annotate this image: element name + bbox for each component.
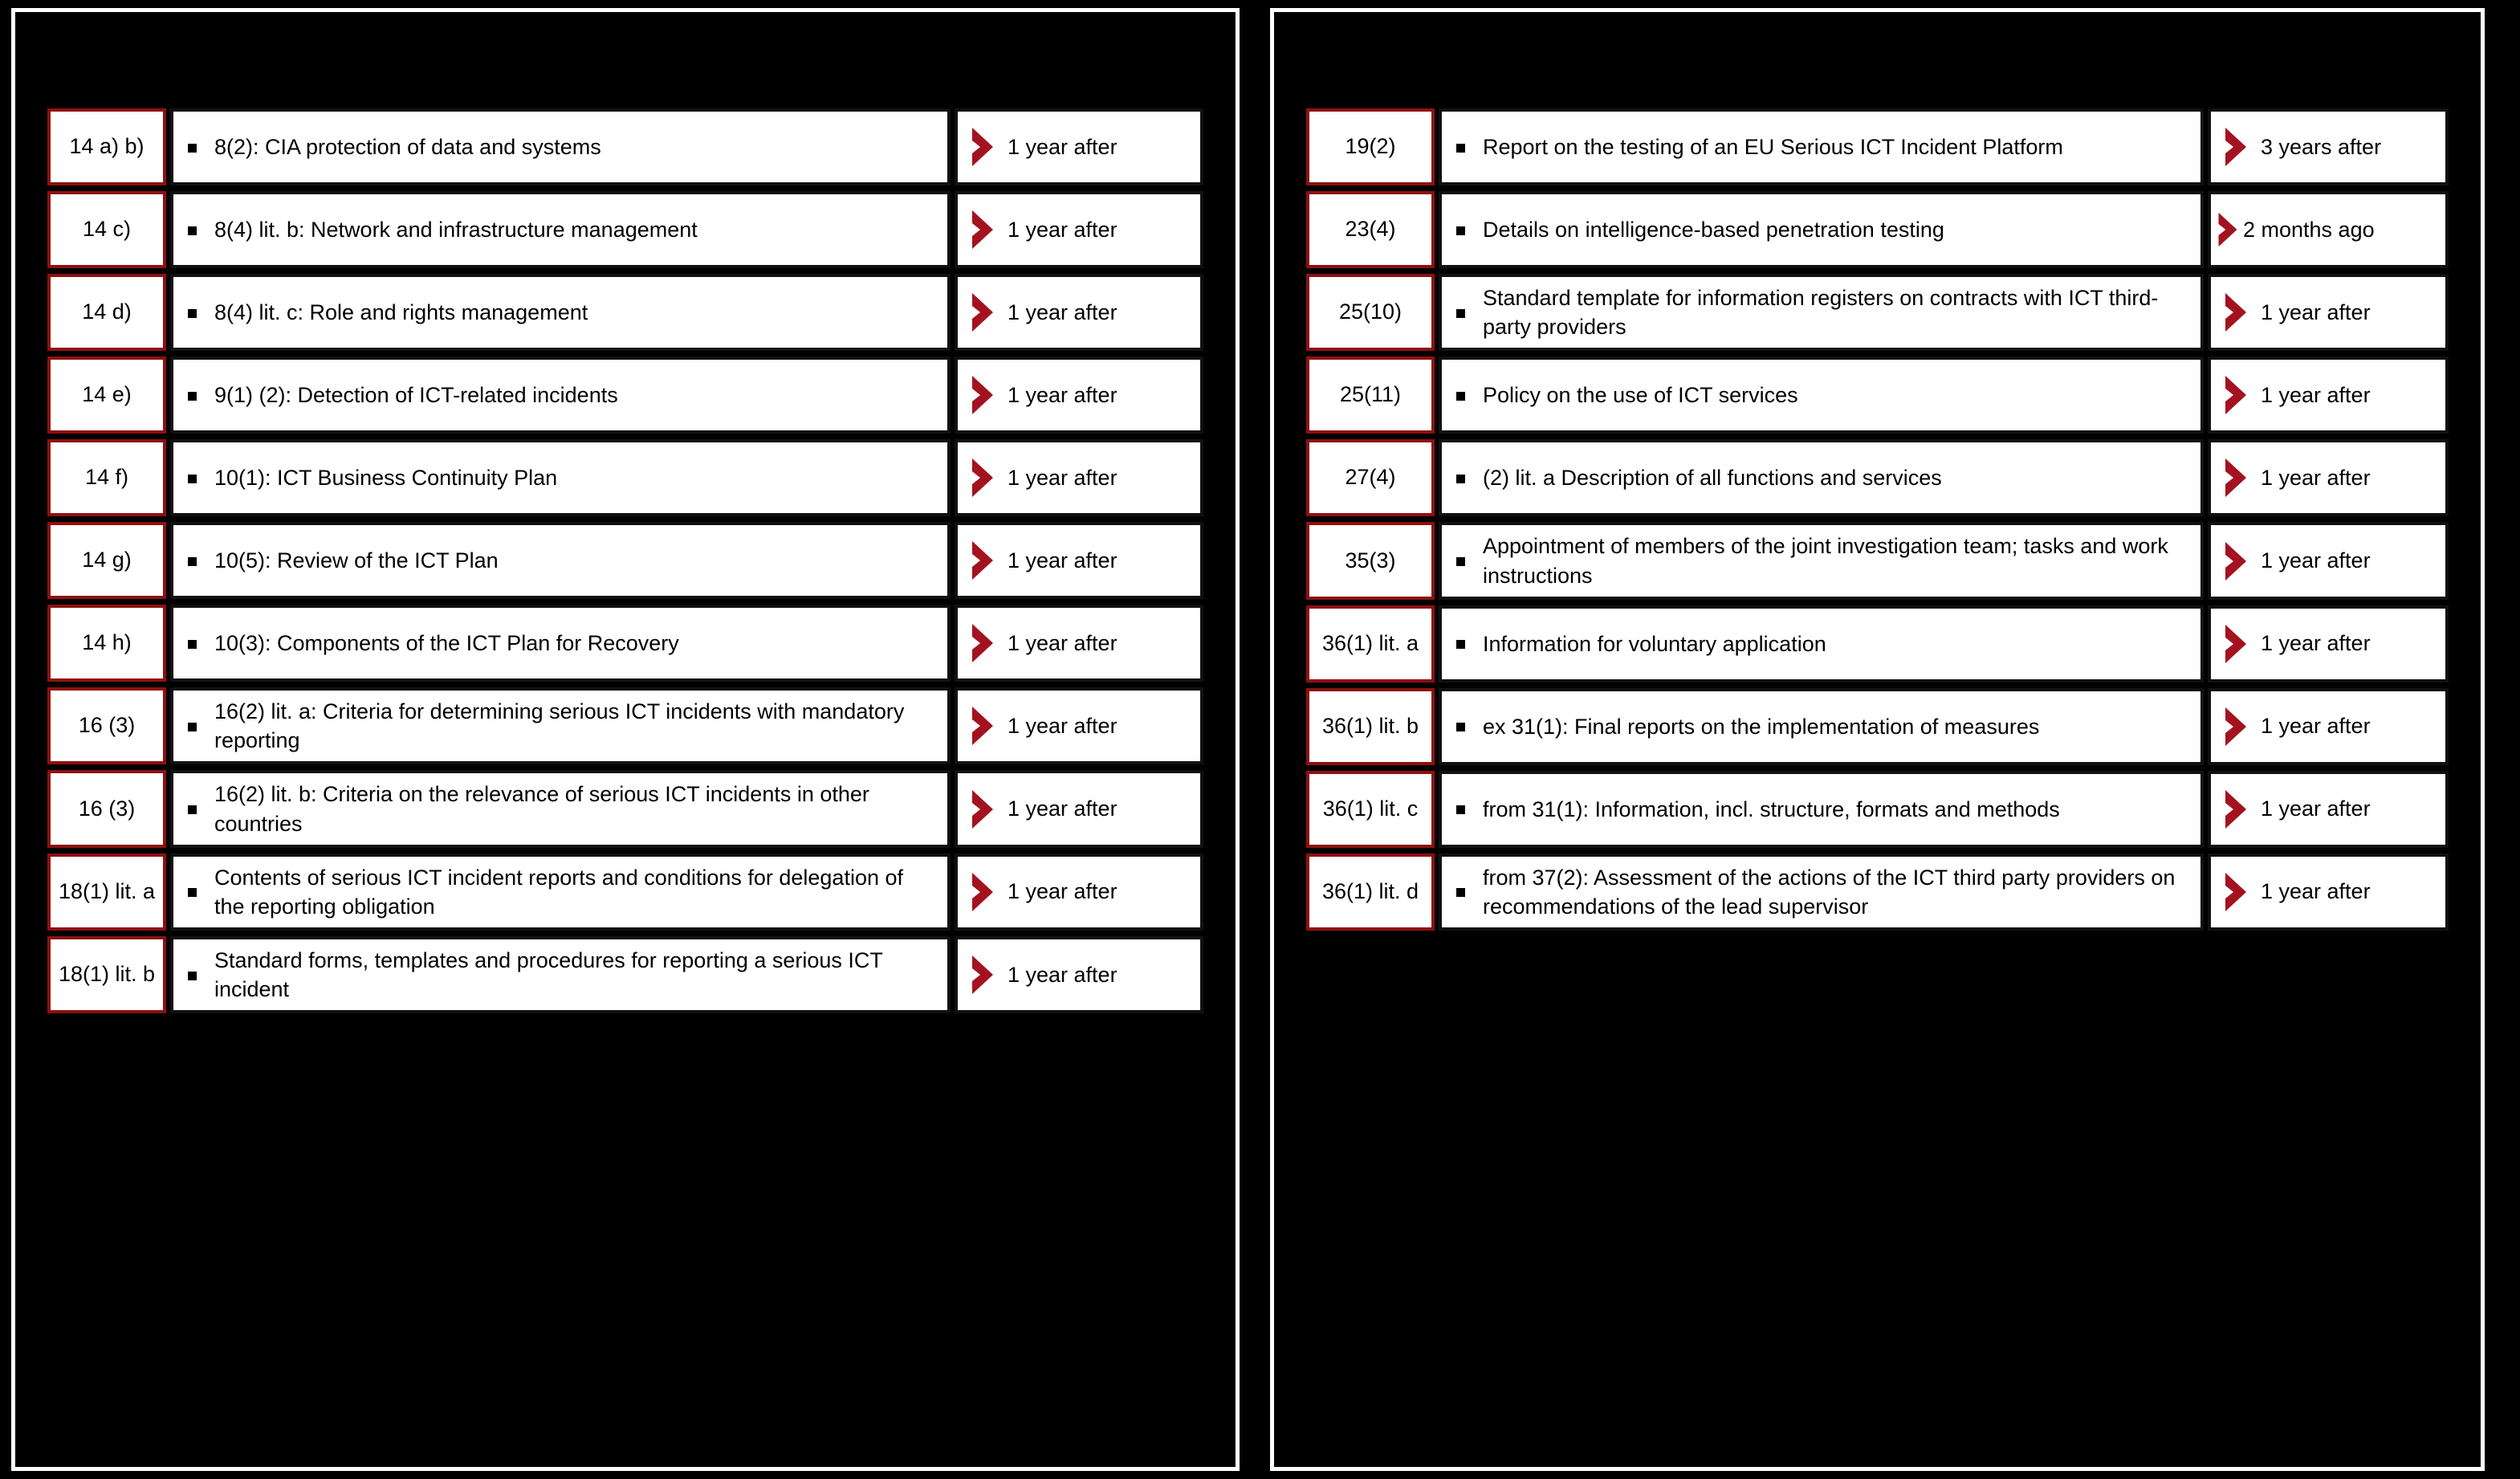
description-text: Contents of serious ICT incident reports and conditions for delegation of the reporting obligation bbox=[214, 865, 904, 919]
reference-cell: 19(2) bbox=[1306, 108, 1435, 185]
chevron-right-icon bbox=[969, 871, 996, 913]
chevron-right-icon bbox=[2222, 623, 2249, 665]
bullet-icon bbox=[1456, 392, 1465, 401]
description-cell bbox=[1439, 191, 2204, 268]
table-row[interactable] bbox=[1306, 605, 2449, 682]
description-text: 8(4) lit. b: Network and infrastructure management bbox=[214, 217, 698, 242]
reference-cell: 25(10) bbox=[1306, 274, 1435, 351]
description-cell bbox=[170, 687, 951, 764]
chevron-right-icon bbox=[2222, 374, 2249, 416]
description-cell bbox=[1439, 854, 2204, 931]
deadline-text: 1 year after bbox=[1008, 134, 1118, 159]
description-text: 8(4) lit. c: Role and rights management bbox=[214, 299, 588, 324]
bullet-icon bbox=[188, 805, 197, 814]
description-cell bbox=[1439, 688, 2204, 765]
description-text: Appointment of members of the joint investigation team; tasks and work instructions bbox=[1483, 534, 2168, 588]
deadline-text: 1 year after bbox=[1008, 217, 1118, 242]
bullet-icon bbox=[188, 972, 197, 980]
left-panel bbox=[11, 8, 1240, 1471]
deadline-text: 1 year after bbox=[1008, 962, 1118, 987]
deadline-cell bbox=[955, 854, 1203, 931]
description-cell bbox=[170, 191, 951, 268]
deadline-cell bbox=[2208, 274, 2449, 351]
description-cell bbox=[170, 108, 951, 185]
table-row[interactable] bbox=[1306, 522, 2449, 599]
bullet-icon bbox=[1456, 226, 1465, 235]
description-cell bbox=[170, 522, 951, 599]
bullet-icon bbox=[1456, 723, 1465, 731]
bullet-icon bbox=[188, 640, 197, 649]
chevron-right-icon bbox=[969, 788, 996, 830]
reference-cell: 36(1) lit. d bbox=[1306, 854, 1435, 931]
description-text: 16(2) lit. a: Criteria for determining serious ICT incidents with mandatory reporting bbox=[214, 699, 905, 753]
bullet-icon bbox=[188, 723, 197, 731]
description-cell bbox=[170, 357, 951, 434]
deadline-text: 1 year after bbox=[2261, 465, 2371, 490]
description-text: (2) lit. a Description of all functions and services bbox=[1483, 466, 1942, 491]
deadline-text: 1 year after bbox=[2261, 879, 2371, 904]
deadline-cell bbox=[2208, 191, 2449, 268]
description-cell bbox=[1439, 605, 2204, 682]
deadline-cell bbox=[2208, 688, 2449, 765]
table-row[interactable] bbox=[47, 605, 1203, 682]
table-row[interactable] bbox=[1306, 108, 2449, 185]
description-cell bbox=[1439, 357, 2204, 434]
table-row[interactable] bbox=[1306, 854, 2449, 931]
deadline-cell bbox=[2208, 605, 2449, 682]
table-row[interactable] bbox=[47, 854, 1203, 931]
table-row[interactable] bbox=[47, 357, 1203, 434]
bullet-icon bbox=[188, 475, 197, 483]
deadline-cell bbox=[955, 439, 1203, 516]
bullet-icon bbox=[1456, 309, 1465, 318]
chevron-right-icon bbox=[2222, 871, 2249, 913]
bullet-icon bbox=[188, 309, 197, 318]
table-row[interactable] bbox=[47, 108, 1203, 185]
description-text: 10(5): Review of the ICT Plan bbox=[214, 548, 499, 572]
reference-cell: 16 (3) bbox=[47, 687, 166, 764]
bullet-icon bbox=[1456, 888, 1465, 897]
deadline-cell bbox=[955, 108, 1203, 185]
deadline-cell bbox=[955, 770, 1203, 847]
table-row[interactable] bbox=[1306, 688, 2449, 765]
description-text: from 37(2): Assessment of the actions of the ICT third party providers on recommendations of the lead supervisor bbox=[1483, 865, 2176, 919]
chevron-right-icon bbox=[969, 291, 996, 333]
reference-cell: 27(4) bbox=[1306, 439, 1435, 516]
chevron-right-icon bbox=[969, 954, 996, 996]
table-row[interactable] bbox=[1306, 191, 2449, 268]
description-text: Report on the testing of an EU Serious ICT Incident Platform bbox=[1483, 134, 2063, 159]
deadline-text: 2 months ago bbox=[2243, 217, 2375, 242]
description-text: Details on intelligence-based penetration testing bbox=[1483, 217, 1944, 242]
right-panel-rows bbox=[1306, 108, 2449, 931]
deadline-text: 1 year after bbox=[1008, 382, 1118, 407]
reference-cell: 25(11) bbox=[1306, 357, 1435, 434]
description-cell bbox=[1439, 274, 2204, 351]
description-cell bbox=[1439, 108, 2204, 185]
description-cell bbox=[170, 936, 951, 1013]
description-cell bbox=[170, 274, 951, 351]
deadline-cell bbox=[955, 936, 1203, 1013]
bullet-icon bbox=[188, 144, 197, 153]
description-text: Policy on the use of ICT services bbox=[1483, 383, 1798, 408]
chevron-right-icon bbox=[969, 622, 996, 664]
description-cell bbox=[170, 854, 951, 931]
reference-cell: 14 a) b) bbox=[47, 108, 166, 185]
deadline-cell bbox=[2208, 854, 2449, 931]
table-row[interactable] bbox=[47, 770, 1203, 847]
description-cell bbox=[1439, 522, 2204, 599]
table-row[interactable] bbox=[47, 936, 1203, 1013]
description-text: 10(3): Components of the ICT Plan for Recovery bbox=[214, 630, 679, 655]
chevron-right-icon bbox=[969, 126, 996, 168]
reference-cell: 14 c) bbox=[47, 191, 166, 268]
deadline-text: 1 year after bbox=[2261, 548, 2371, 573]
reference-cell: 18(1) lit. b bbox=[47, 936, 166, 1013]
reference-cell: 14 e) bbox=[47, 357, 166, 434]
chevron-right-icon bbox=[969, 457, 996, 499]
reference-cell: 18(1) lit. a bbox=[47, 854, 166, 931]
reference-cell: 36(1) lit. b bbox=[1306, 688, 1435, 765]
chevron-right-icon bbox=[2222, 788, 2249, 830]
chevron-right-icon bbox=[2222, 291, 2249, 333]
deadline-cell bbox=[955, 191, 1203, 268]
description-cell bbox=[170, 770, 951, 847]
reference-cell: 14 d) bbox=[47, 274, 166, 351]
deadline-cell bbox=[2208, 439, 2449, 516]
description-text: 9(1) (2): Detection of ICT-related incidents bbox=[214, 382, 618, 407]
reference-cell: 23(4) bbox=[1306, 191, 1435, 268]
deadline-cell bbox=[955, 357, 1203, 434]
description-cell bbox=[1439, 439, 2204, 516]
deadline-text: 1 year after bbox=[1008, 299, 1118, 324]
reference-cell: 36(1) lit. a bbox=[1306, 605, 1435, 682]
deadline-text: 1 year after bbox=[1008, 465, 1118, 490]
deadline-cell bbox=[2208, 108, 2449, 185]
deadline-text: 1 year after bbox=[2261, 797, 2371, 821]
table-row[interactable] bbox=[1306, 274, 2449, 351]
description-text: Information for voluntary application bbox=[1483, 631, 1826, 656]
deadline-cell bbox=[2208, 522, 2449, 599]
deadline-text: 1 year after bbox=[2261, 299, 2371, 324]
deadline-cell bbox=[2208, 357, 2449, 434]
chevron-right-icon bbox=[2222, 540, 2249, 582]
deadline-text: 1 year after bbox=[1008, 548, 1118, 572]
deadline-text: 1 year after bbox=[1008, 797, 1118, 821]
deadline-cell bbox=[955, 605, 1203, 682]
bullet-icon bbox=[188, 226, 197, 235]
description-text: Standard forms, templates and procedures for reporting a serious ICT incident bbox=[214, 948, 883, 1002]
description-text: 16(2) lit. b: Criteria on the relevance of serious ICT incidents in other countries bbox=[214, 782, 869, 836]
deadline-text: 1 year after bbox=[2261, 631, 2371, 656]
table-row[interactable] bbox=[47, 274, 1203, 351]
deadline-cell bbox=[2208, 771, 2449, 848]
description-text: 8(2): CIA protection of data and systems bbox=[214, 134, 601, 159]
deadline-text: 1 year after bbox=[2261, 382, 2371, 407]
table-row[interactable] bbox=[47, 687, 1203, 764]
bullet-icon bbox=[1456, 805, 1465, 814]
chevron-right-icon bbox=[969, 209, 996, 251]
description-cell bbox=[170, 605, 951, 682]
chevron-right-icon bbox=[2222, 457, 2249, 499]
bullet-icon bbox=[188, 888, 197, 897]
table-row[interactable] bbox=[47, 439, 1203, 516]
chevron-right-icon bbox=[969, 540, 996, 581]
description-text: 10(1): ICT Business Continuity Plan bbox=[214, 465, 558, 490]
chevron-right-icon bbox=[969, 374, 996, 416]
reference-cell: 14 h) bbox=[47, 605, 166, 682]
deadline-cell bbox=[955, 274, 1203, 351]
reference-cell: 14 g) bbox=[47, 522, 166, 599]
deadline-text: 3 years after bbox=[2261, 134, 2382, 159]
reference-cell: 16 (3) bbox=[47, 770, 166, 847]
bullet-icon bbox=[1456, 557, 1465, 566]
description-cell bbox=[170, 439, 951, 516]
description-cell bbox=[1439, 771, 2204, 848]
chevron-right-icon bbox=[2216, 209, 2240, 251]
bullet-icon bbox=[1456, 475, 1465, 483]
deadline-cell bbox=[955, 687, 1203, 764]
deadline-text: 1 year after bbox=[2261, 714, 2371, 739]
reference-cell: 35(3) bbox=[1306, 522, 1435, 599]
deadline-text: 1 year after bbox=[1008, 713, 1118, 738]
chevron-right-icon bbox=[2222, 126, 2249, 168]
table-row[interactable] bbox=[1306, 357, 2449, 434]
bullet-icon bbox=[188, 557, 197, 566]
bullet-icon bbox=[1456, 640, 1465, 649]
deadline-cell bbox=[955, 522, 1203, 599]
table-row[interactable] bbox=[47, 522, 1203, 599]
description-text: from 31(1): Information, incl. structure, formats and methods bbox=[1483, 797, 2060, 821]
table-row[interactable] bbox=[47, 191, 1203, 268]
deadline-text: 1 year after bbox=[1008, 630, 1118, 655]
reference-cell: 36(1) lit. c bbox=[1306, 771, 1435, 848]
bullet-icon bbox=[188, 392, 197, 401]
table-row[interactable] bbox=[1306, 771, 2449, 848]
description-text: Standard template for information registers on contracts with ICT third-party providers bbox=[1483, 286, 2159, 340]
deadline-text: 1 year after bbox=[1008, 879, 1118, 904]
right-panel bbox=[1270, 8, 2485, 1471]
reference-cell: 14 f) bbox=[47, 439, 166, 516]
left-panel-rows bbox=[47, 108, 1203, 1013]
table-row[interactable] bbox=[1306, 439, 2449, 516]
chevron-right-icon bbox=[2222, 706, 2249, 748]
description-text: ex 31(1): Final reports on the implementation of measures bbox=[1483, 714, 2040, 739]
bullet-icon bbox=[1456, 144, 1465, 153]
chevron-right-icon bbox=[969, 705, 996, 747]
